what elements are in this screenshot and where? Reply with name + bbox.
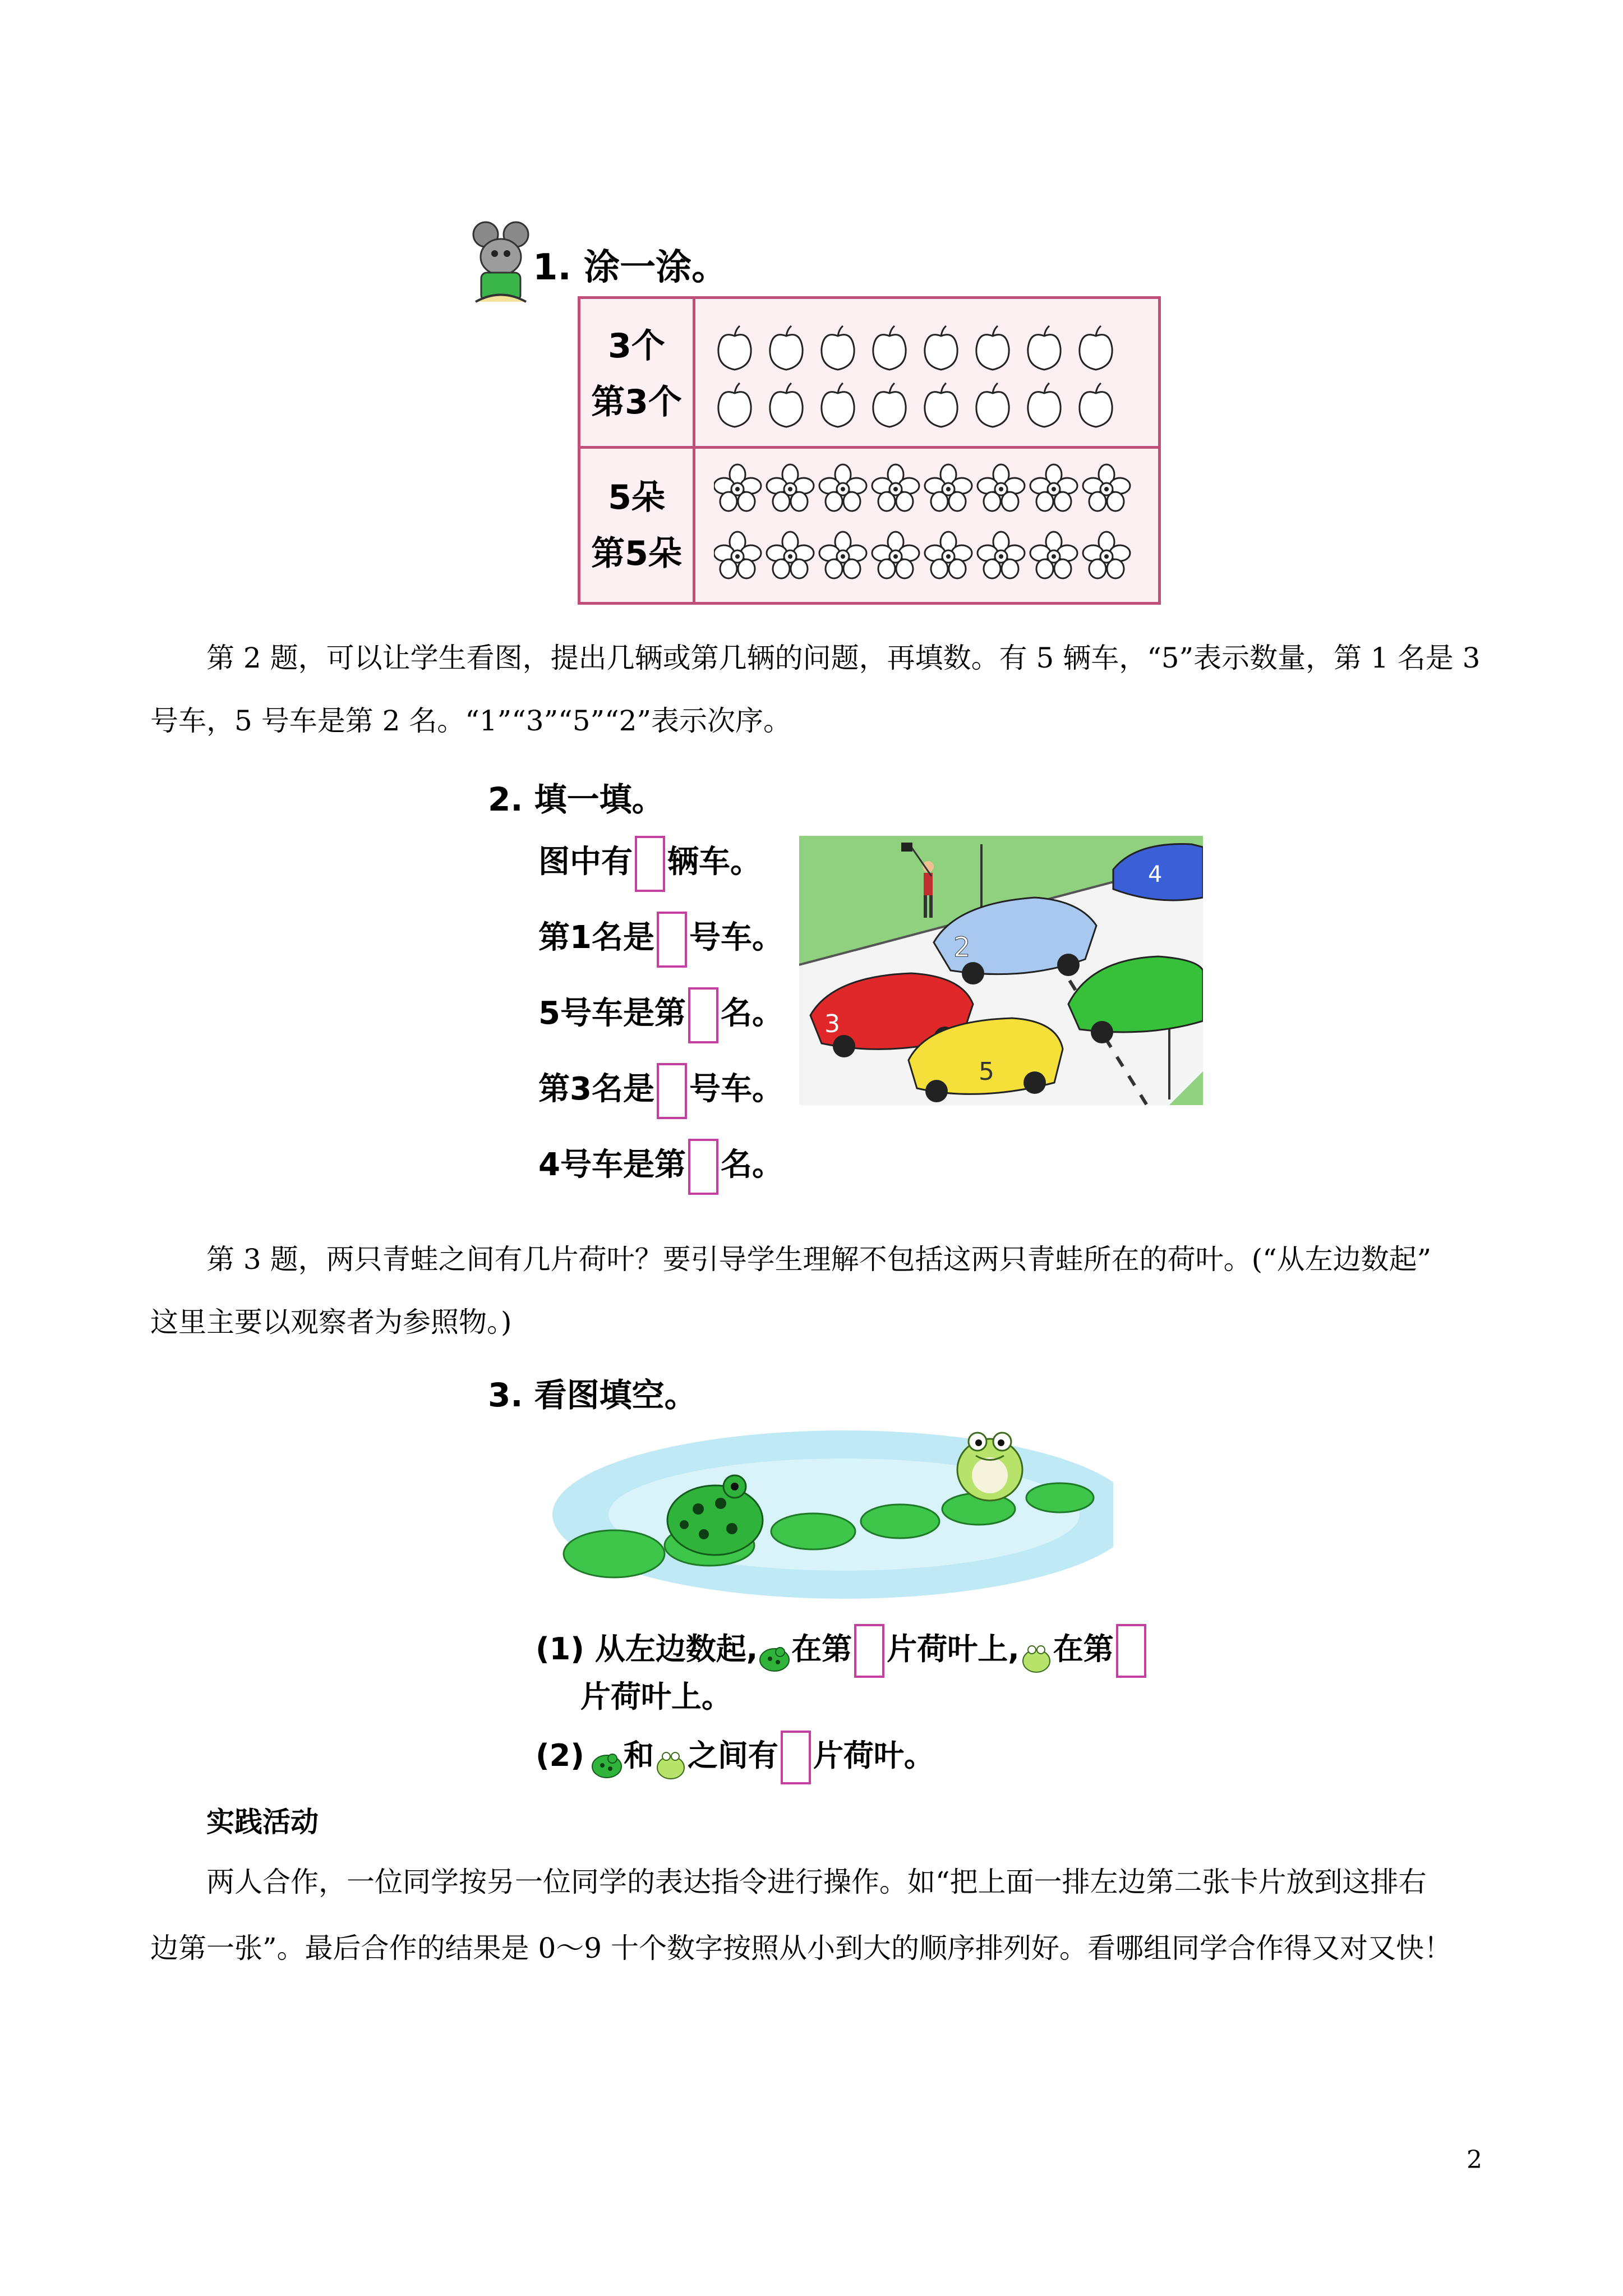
answer-box[interactable]: [688, 1139, 718, 1195]
lily-pad-icon: [564, 1530, 665, 1577]
apple-outline-icon: [1028, 326, 1061, 370]
apple-outline-icon: [925, 326, 957, 370]
answer-box[interactable]: [635, 836, 665, 892]
apple-outline-icon: [718, 383, 751, 427]
answer-box[interactable]: [657, 912, 687, 968]
flower-grid: [714, 459, 1151, 593]
question-text: (1) 从左边数起,: [536, 1631, 758, 1667]
exercise-1-table: [578, 296, 1161, 605]
question-text: 号车。: [689, 1071, 783, 1108]
question-text: 图中有: [538, 844, 633, 881]
answer-box[interactable]: [1116, 1624, 1146, 1678]
lily-pad-icon: [1026, 1483, 1094, 1512]
race-cars-illustration: [799, 836, 1203, 1105]
question-text: 第3名是: [538, 1071, 654, 1108]
paragraph-line: 第 2 题，可以让学生看图，提出几辆或第几辆的问题，再填数。有 5 辆车，“5”表示数量，第 1 名是 3: [206, 642, 1481, 674]
answer-box[interactable]: [854, 1624, 884, 1678]
question-text: 之间有: [687, 1738, 778, 1773]
question-text: 号车。: [689, 919, 783, 956]
question-text: 在第: [1053, 1631, 1114, 1667]
question-text: 名。: [720, 1147, 783, 1184]
exercise-2-questions: [538, 836, 808, 1200]
exercise-3-title: 3. 看图填空。: [488, 1376, 697, 1414]
question-text: 片荷叶。: [813, 1738, 934, 1773]
apple-outline-icon: [770, 383, 803, 427]
apple-outline-icon: [873, 326, 906, 370]
explanation-ex3: [150, 1243, 1485, 1338]
apple-outline-icon: [1080, 326, 1112, 370]
question-text: 名。: [720, 995, 783, 1032]
apple-outline-icon: [822, 383, 854, 427]
paragraph-line: 边第一张”。最后合作的结果是 0～9 十个数字按照从小到大的顺序排列好。看哪组同学合作得又对又快！: [150, 1932, 1452, 1964]
lily-pad-icon: [771, 1513, 855, 1549]
question-text: 第1名是: [538, 919, 654, 956]
exercise-2-title: 2. 填一填。: [488, 780, 665, 818]
answer-box[interactable]: [688, 987, 718, 1043]
row-label-5-count: 5朵: [608, 478, 665, 517]
row-label-3rd: 第3个: [591, 383, 682, 422]
row-label-3-count: 3个: [608, 326, 665, 366]
svg-text:2: 2: [953, 932, 971, 963]
paragraph-line: 两人合作，一位同学按另一位同学的表达指令进行操作。如“把上面一排左边第二张卡片放到这排右: [206, 1866, 1427, 1898]
striped-frog-icon: [1020, 1635, 1053, 1667]
frogs-on-lily-pads-illustration: [552, 1397, 1113, 1604]
question-text: 在第: [791, 1631, 852, 1667]
apple-outline-icon: [718, 326, 751, 370]
svg-text:5: 5: [979, 1057, 994, 1086]
lily-pad-icon: [861, 1504, 939, 1538]
apple-outline-icon: [1080, 383, 1112, 427]
spotted-frog-icon: [590, 1742, 624, 1773]
striped-frog-icon: [654, 1742, 688, 1773]
question-text: 和: [623, 1738, 654, 1773]
svg-text:4: 4: [1148, 862, 1163, 887]
practice-heading: 实践活动: [206, 1805, 319, 1838]
apple-outline-icon: [925, 383, 957, 427]
paragraph-line: 第 3 题，两只青蛙之间有几片荷叶？要引导学生理解不包括这两只青蛙所在的荷叶。(“从左边数起”: [206, 1243, 1432, 1276]
apple-outline-icon: [770, 326, 803, 370]
page-number: 2: [1467, 2146, 1482, 2174]
question-text: 5号车是第: [538, 995, 686, 1032]
mascot-mouse-icon: [470, 218, 532, 307]
row-label-5th: 第5朵: [591, 534, 682, 573]
apple-grid: [715, 320, 1141, 432]
paragraph-line: 号车，5 号车是第 2 名。“1”“3”“5”“2”表示次序。: [150, 705, 792, 737]
answer-box[interactable]: [657, 1063, 687, 1119]
apple-outline-icon: [873, 383, 906, 427]
apple-outline-icon: [976, 383, 1009, 427]
svg-text:3: 3: [824, 1010, 840, 1038]
exercise-3-questions: [536, 1621, 1209, 1812]
exercise-1-title: 1. 涂一涂。: [533, 247, 728, 288]
question-text: (2): [536, 1738, 584, 1773]
paragraph-line: 这里主要以观察者为参照物。): [150, 1306, 512, 1338]
question-text: 4号车是第: [538, 1147, 686, 1184]
apple-outline-icon: [1028, 383, 1061, 427]
explanation-ex2: [150, 642, 1485, 737]
practice-paragraph: [150, 1868, 1485, 1963]
answer-box[interactable]: [781, 1731, 811, 1784]
question-text: 片荷叶上。: [580, 1679, 732, 1714]
question-text: 片荷叶上,: [887, 1631, 1020, 1667]
apple-outline-icon: [976, 326, 1009, 370]
apple-outline-icon: [822, 326, 854, 370]
question-text: 辆车。: [667, 844, 762, 881]
spotted-frog-icon: [758, 1635, 791, 1667]
